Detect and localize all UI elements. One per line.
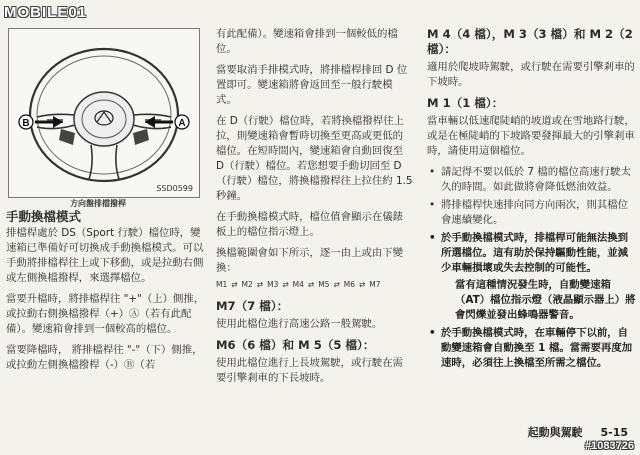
heading-m6-m5: M6（6 檔）和 M 5（5 檔）：: [216, 338, 375, 352]
paragraph: 當要取消手排模式時，將排檔桿排回 D 位置即可。變速箱將會返回至一般行駛模式。: [216, 64, 408, 106]
paragraph: 當車輛以低速爬陡峭的坡道或在雪地路行駛，或是在極陡峭的下坡路要發揮最大的引擎剎車時，請使用這個檔位。: [427, 115, 635, 157]
heading-m4-m3-m2: M 4（4 檔），M 3（3 檔）和 M 2（2 檔）：: [427, 27, 633, 56]
label-b: B: [22, 118, 30, 129]
paragraph: 當要升檔時，將排檔桿往 "+"（上）側推，或拉動右側換檔撥桿（+）Ⓐ（若有此配備）。變速箱會排到一個較高的檔位。: [6, 293, 205, 335]
figure-code: SSD0599: [156, 184, 193, 193]
figure-caption: 方向盤排擋撥桿: [70, 199, 126, 208]
heading-m1: M 1（1 檔）：: [427, 96, 504, 110]
paragraph: 使用此檔位進行高速公路一般駕駛。: [216, 318, 383, 330]
list-item: • 於手動換檔模式時，排檔桿可能無法換到所選檔位。這有助於保持驅動性能，並減少車輛損壞或失去控制的可能性。 當有這種情況發生時，自動變速箱（AT）檔位指示燈（液晶顯示器上）將會閃爍並發出蜂鳴器警音。: [427, 231, 637, 323]
gear-sequence: M1 ⇄ M2 ⇄ M3 ⇄ M4 ⇄ M5 ⇄ M6 ⇄ M7: [216, 280, 381, 289]
notes-list: [427, 165, 637, 371]
paragraph: 在手動換檔模式時，檔位值會顯示在儀錶板上的檔位指示燈上。: [216, 211, 404, 238]
watermark-post-id: #1083726: [585, 440, 634, 452]
list-item: • 將排檔桿快速排向同方向兩次，則其檔位會連續變化。: [427, 198, 637, 228]
steering-wheel-figure: [8, 28, 200, 198]
heading-manual-mode: 手動換檔模式: [6, 209, 82, 224]
paragraph: 適用於爬坡時駕駛，或行駛在需要引擎剎車的下坡時。: [427, 61, 635, 88]
list-item-subnote: 當有這種情況發生時，自動變速箱（AT）檔位指示燈（液晶顯示器上）將會閃爍並發出蜂鳴器警音。: [455, 279, 636, 321]
heading-m7: M7（7 檔）：: [216, 299, 289, 313]
page-number: 5-15: [600, 426, 628, 439]
page-footer: [514, 424, 628, 440]
paragraph: 在 D（行駛）檔位時，若將換檔撥桿往上拉，則變速箱會暫時切換至更高或更低的檔位。在短時間內，變速箱會自動回復至 D（行駛）檔位。若您想要手動切回至 D（行駛）檔位，將換檔撥桿往上拉住約 1.5 秒鐘。: [216, 115, 413, 202]
label-a: A: [178, 118, 186, 129]
list-item: • 請記得不要以低於 7 檔的檔位高速行駛太久的時間。如此做將會降低燃油效益。: [427, 165, 637, 195]
list-item: • 於手動換檔模式時，在車輛停下以前，自動變速箱會自動換至 1 檔。當需要再度加速時，必須往上換檔至所需之檔位。: [427, 326, 637, 371]
steering-wheel-illustration: [9, 29, 199, 197]
paragraph: 有此配備）。變速箱會排到一個較低的檔位。: [216, 28, 398, 55]
paragraph: 當要降檔時， 將排檔桿往 "-"（下）側推，或拉動左側換檔撥桿（-）Ⓑ（若: [6, 344, 203, 371]
section-name: 起動與駕駛: [527, 426, 583, 439]
column-1: [6, 209, 206, 379]
watermark-logo: MOBILE01: [4, 4, 88, 21]
paragraph: 排檔桿處於 DS（Sport 行駛）檔位時，變速箱已準備好可切換成手動換檔模式。可以手動將排檔桿往上或下移動，或是拉動右側或左側換檔撥桿，來選擇檔位。: [6, 227, 204, 284]
column-2: [216, 27, 413, 392]
column-3: [427, 27, 637, 374]
paragraph: 使用此檔位進行上長坡駕駛，或行駛在需要引擎剎車的下長坡時。: [216, 357, 404, 384]
paragraph: 換檔範圍會如下所示，逐一由上或由下變換：: [216, 247, 404, 274]
